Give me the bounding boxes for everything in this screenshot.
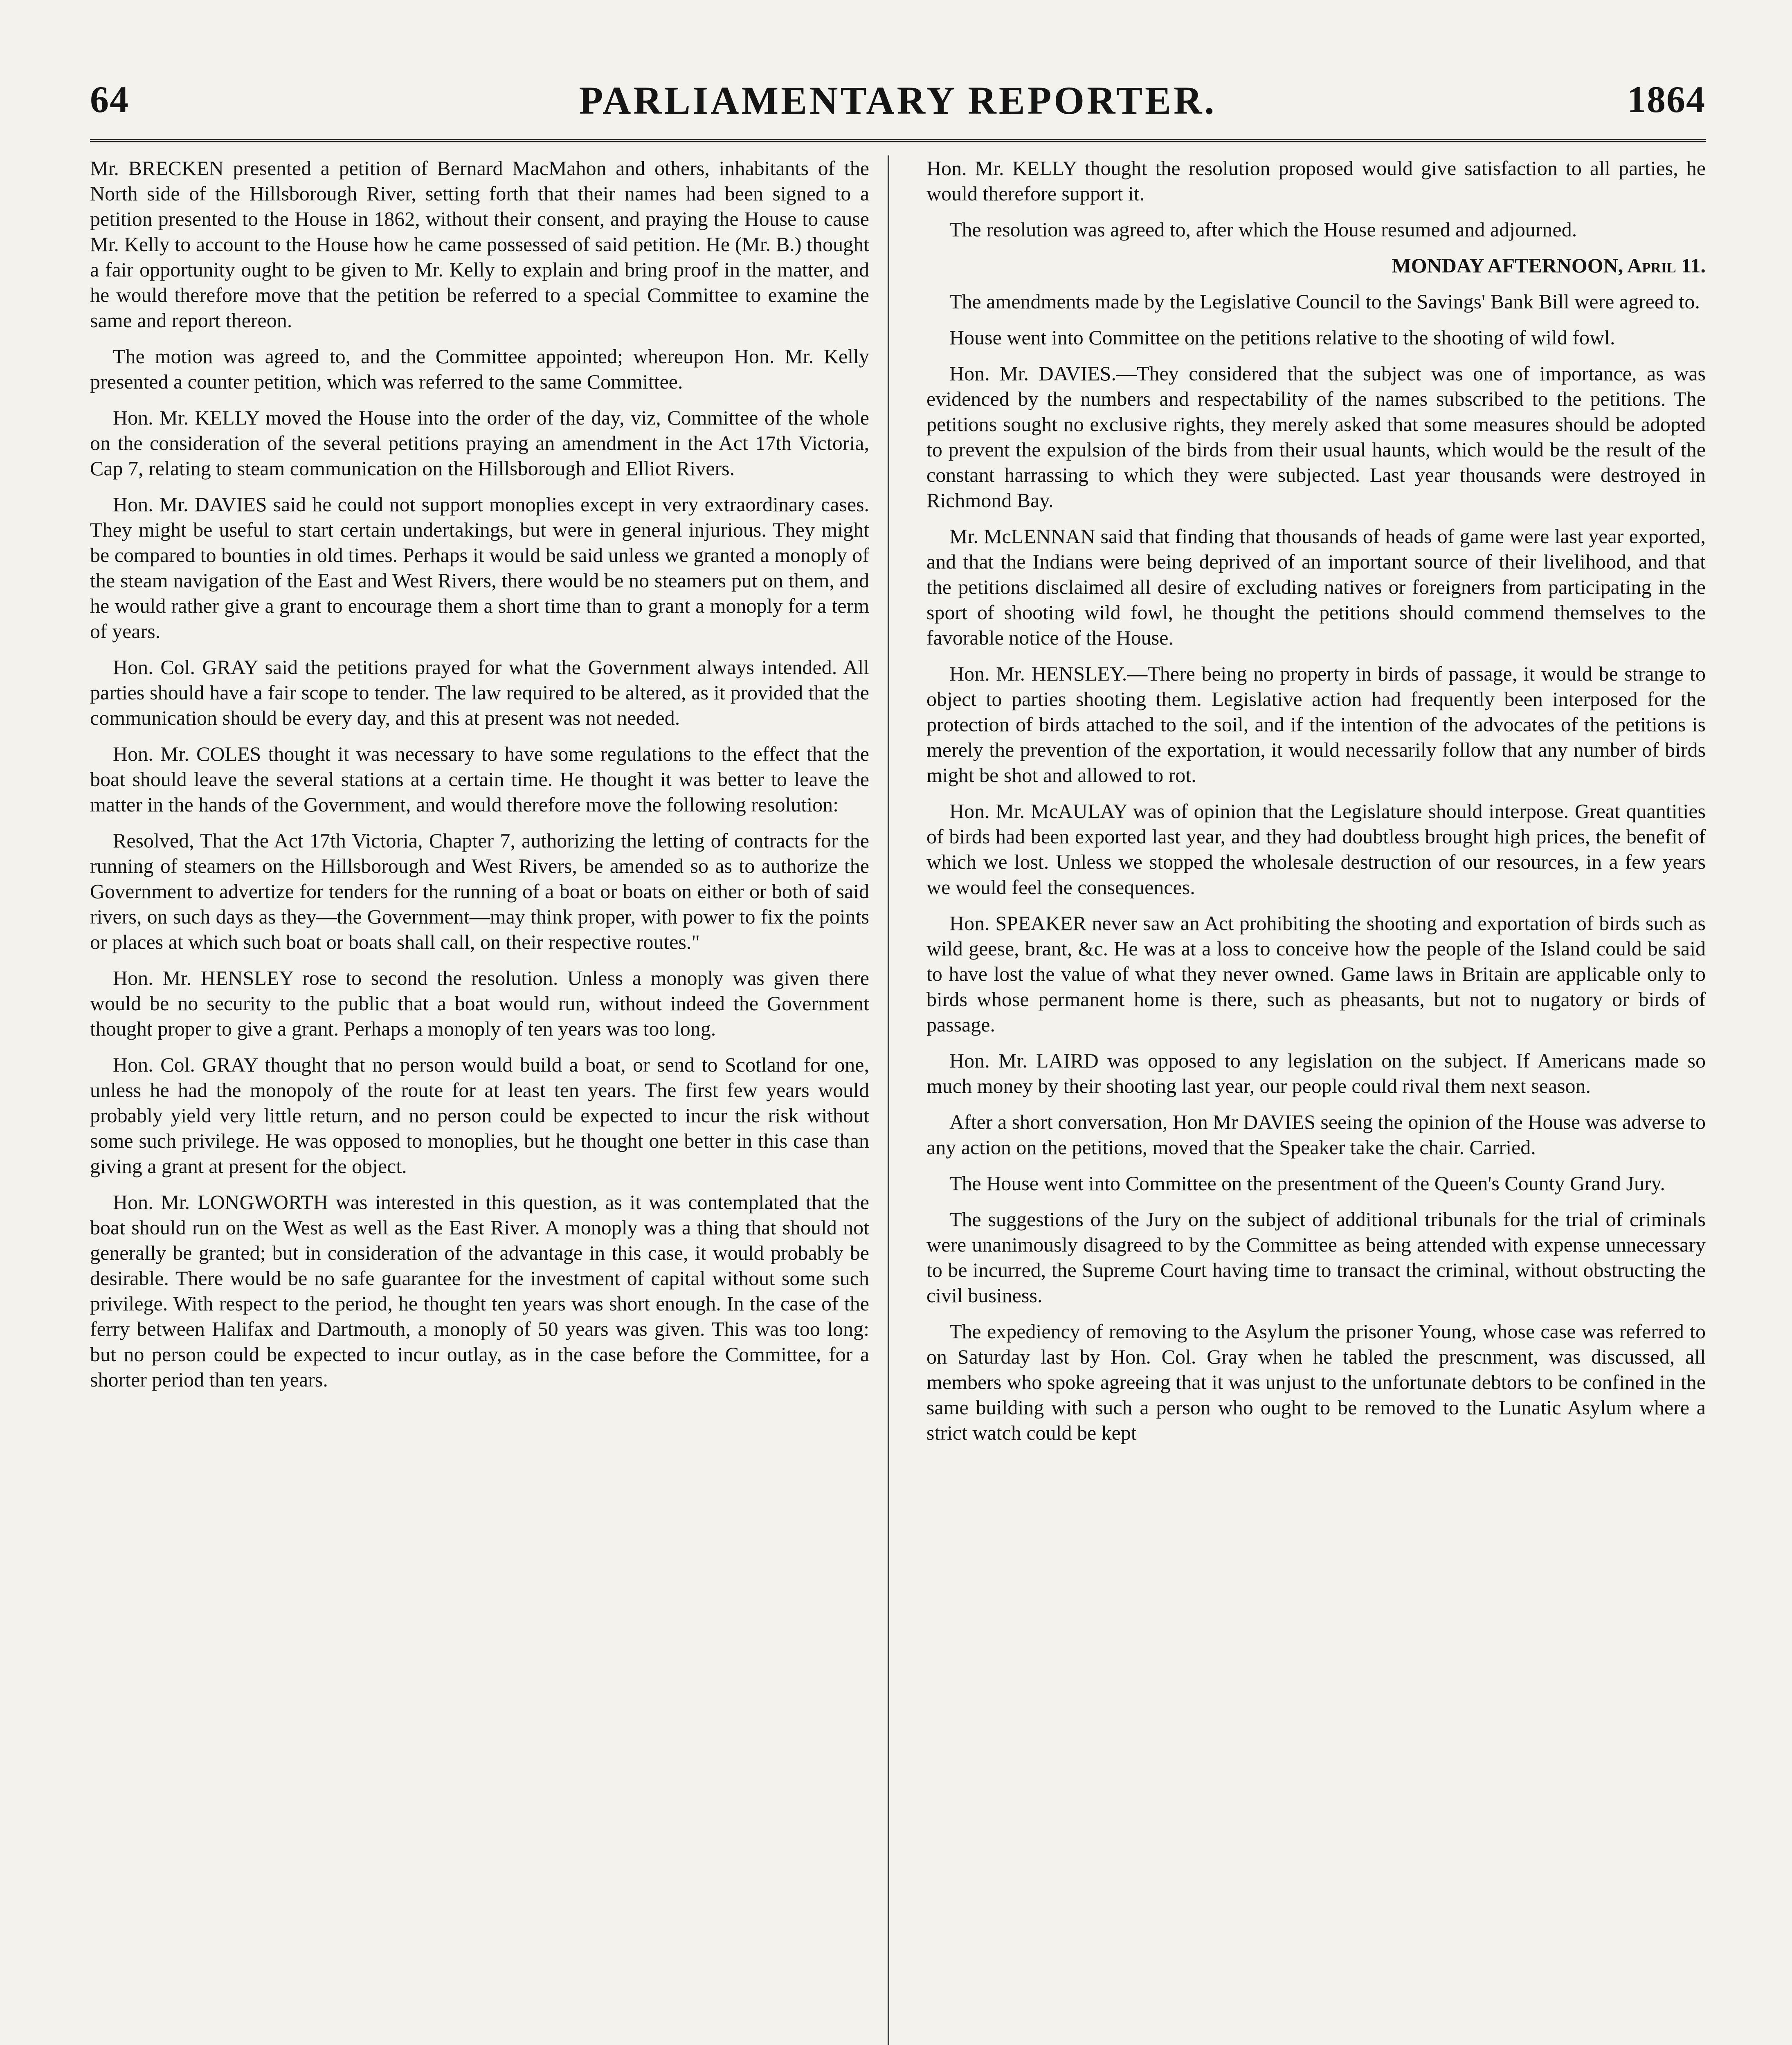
paragraph: The expediency of removing to the Asylum the prisoner Young, whose case was referred to on Saturday last by Hon. Col. Gray when he tabled the prescnment, was discussed, all members who spoke agreeing that it was unjust to the unfortunate debtors to be confined in the same building with such a person who ought to be removed to the Lunatic Asylum where a strict watch could be kept xyxy=(926,1320,1706,1444)
text-columns xyxy=(90,155,1706,2045)
left-column xyxy=(90,155,869,2045)
paragraph: Mr. BRECKEN presented a petition of Bernard MacMahon and others, inhabitants of the North side of the Hillsborough River, setting forth that their names had been signed to a petition presented to the House in 1862, without their consent, and praying the House to cause Mr. Kelly to account to the House how he came possessed of said petition. He (Mr. B.) thought a fair opportunity ought to be given to Mr. Kelly to explain and bring proof in the matter, and he would therefore move that the petition be referred to a special Committee to examine the same and report thereon. xyxy=(90,157,869,332)
paragraph: Hon. Mr. LAIRD was opposed to any legislation on the subject. If Americans made so much money by their shooting last year, our people could rival them next season. xyxy=(926,1049,1706,1097)
paragraph: The House went into Committee on the presentment of the Queen's County Grand Jury. xyxy=(949,1172,1665,1195)
paragraph: After a short conversation, Hon Mr DAVIES seeing the opinion of the House was adverse to any action on the petitions, moved that the Speaker take the chair. Carried. xyxy=(926,1110,1706,1159)
header-rule xyxy=(90,139,1706,142)
newspaper-page xyxy=(82,78,1714,2045)
right-column xyxy=(926,155,1706,2045)
page-header xyxy=(82,78,1714,147)
paragraph: Hon. Mr. KELLY thought the resolution proposed would give satisfaction to all parties, he would therefore support it. xyxy=(926,157,1706,205)
paragraph: The motion was agreed to, and the Committee appointed; whereupon Hon. Mr. Kelly presented a counter petition, which was referred to the same Committee. xyxy=(90,345,869,393)
paragraph: Hon. Mr. McAULAY was of opinion that the Legislature should interpose. Great quantities of birds had been exported last year, and they had doubtless brought high prices, the benefit of which we lost. Unless we stopped the wholesale destruction of our resources, in a few years we would feel the consequences. xyxy=(926,800,1706,899)
paragraph: The amendments made by the Legislative Council to the Savings' Bank Bill were agreed to. xyxy=(949,290,1700,313)
paragraph: Hon. Mr. COLES thought it was necessary to have some regulations to the effect that the boat should leave the several stations at a certain time. He thought it was better to leave the matter in the hands of the Government, and would therefore move the following resolution: xyxy=(90,742,869,816)
paragraph: The suggestions of the Jury on the subject of additional tribunals for the trial of criminals were unanimously disagreed to by the Committee as being attended with expense unnecessary to be incurred, the Supreme Court having time to transact the criminal, without obstructing the civil business. xyxy=(926,1208,1706,1307)
paragraph: Hon. Mr. HENSLEY.—There being no property in birds of passage, it would be strange to object to parties shooting them. Legislative action had frequently been interposed for the protection of birds attached to the soil, and if the intention of the advocates of the petitions is merely the prevention of the exportation, it would necessarily follow that any number of birds might be shot and allowed to rot. xyxy=(926,662,1706,787)
session-dateline: MONDAY AFTERNOON, April 11. xyxy=(1392,254,1706,277)
paragraph: House went into Committee on the petitions relative to the shooting of wild fowl. xyxy=(949,326,1615,349)
column-divider xyxy=(888,155,889,2045)
paragraph: Hon. Col. GRAY thought that no person would build a boat, or send to Scotland for one, unless he had the monopoly of the route for at least ten years. The first few years would probably yield very little return, and no person could be expected to incur the risk without some such privilege. He was opposed to monoplies, but he thought one better in this case than giving a grant at present for the object. xyxy=(90,1053,869,1178)
paragraph: Hon. SPEAKER never saw an Act prohibiting the shooting and exportation of birds such as wild geese, brant, &c. He was at a loss to conceive how the people of the Island could be said to have lost the value of what they never owned. Game laws in Britain are applicable only to birds whose permanent home is there, such as pheasants, but not to nugatory or birds of passage. xyxy=(926,912,1706,1036)
paragraph: Hon. Mr. DAVIES said he could not support monoplies except in very extraordinary cases. They might be useful to start certain undertakings, but were in general injurious. They might be compared to bounties in old times. Perhaps it would be said unless we granted a monoply of the steam navigation of the East and West Rivers, there would be no steamers put on them, and he would rather give a grant to encourage them a short time than to grant a monoply for a term of years. xyxy=(90,493,869,643)
page-year: 1864 xyxy=(1627,79,1706,120)
paragraph: The resolution was agreed to, after which the House resumed and adjourned. xyxy=(949,218,1577,241)
resolution-paragraph: Resolved, That the Act 17th Victoria, Chapter 7, authorizing the letting of contracts for the running of steamers on the Hillsborough and West Rivers, be amended so as to authorize the Government to advertize for tenders for the running of a boat or boats on either or both of said rivers, on such days as they—the Government—may think proper, with power to fix the points or places at which such boat or boats shall call, on their respective routes." xyxy=(90,829,869,953)
paragraph: Hon. Mr. DAVIES.—They considered that the subject was one of importance, as was evidenced by the numbers and respectability of the names subscribed to the petitions. The petitions sought no exclusive rights, they merely asked that some measures should be adopted to prevent the expulsion of the birds from their usual haunts, which would be the result of the constant harrassing to which they were subjected. Last year thousands were destroyed in Richmond Bay. xyxy=(926,362,1706,512)
paragraph: Hon. Mr. HENSLEY rose to second the resolution. Unless a monoply was given there would be no security to the public that a boat would run, without indeed the Government thought proper to give a grant. Perhaps a monoply of ten years was too long. xyxy=(90,966,869,1040)
paragraph: Mr. McLENNAN said that finding that thousands of heads of game were last year exported, and that the Indians were being deprived of an important source of their livelihood, and that the petitions disclaimed all desire of excluding natives or foreigners from participating in the sport of shooting wild fowl, he thought the petitions should commend themselves to the favorable notice of the House. xyxy=(926,525,1706,649)
paragraph: Hon. Mr. KELLY moved the House into the order of the day, viz, Committee of the whole on the consideration of the several petitions praying an amendment in the Act 17th Victoria, Cap 7, relating to steam communication on the Hillsborough and Elliot Rivers. xyxy=(90,406,869,480)
page-number: 64 xyxy=(90,79,129,120)
paragraph: Hon. Col. GRAY said the petitions prayed for what the Government always intended. All parties should have a fair scope to tender. The law required to be altered, as it provided that the communication should be every day, and this at present was not needed. xyxy=(90,656,869,729)
page-title: PARLIAMENTARY REPORTER. xyxy=(579,79,1217,122)
paragraph: Hon. Mr. LONGWORTH was interested in this question, as it was contemplated that the boat should run on the West as well as the East River. A monoply was a thing that should not generally be granted; but in consideration of the advantage in this case, it would probably be desirable. There would be no safe guarantee for the investment of capital without some such privilege. With respect to the period, he thought ten years was short enough. In the case of the ferry between Halifax and Dartmouth, a monoply of 50 years was given. This was too long: but no person could be expected to incur outlay, as in the case before the Committee, for a shorter period than ten years. xyxy=(90,1191,869,1391)
